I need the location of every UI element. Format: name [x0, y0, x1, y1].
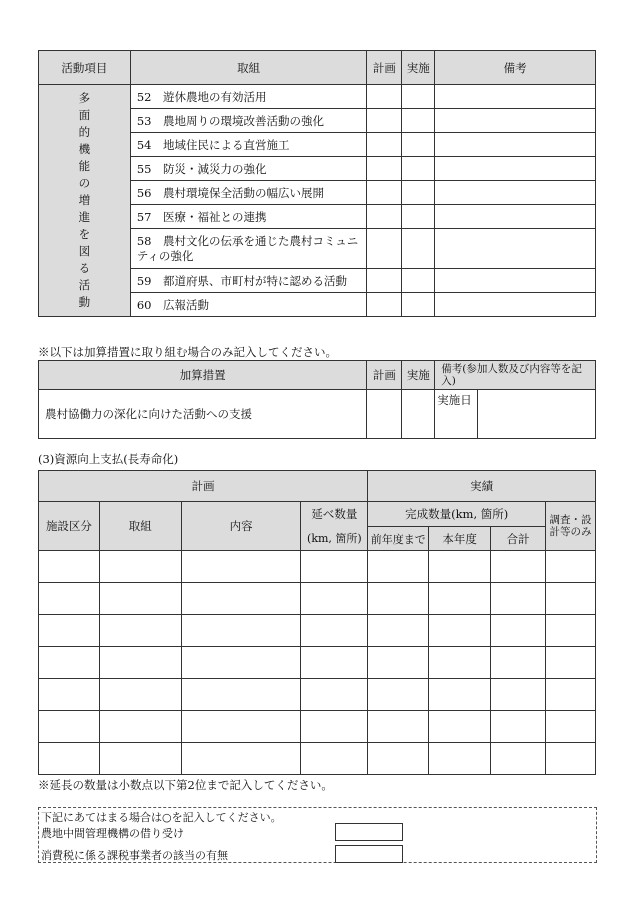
resource-cell[interactable] [39, 711, 100, 743]
resource-cell[interactable] [429, 743, 491, 775]
header-plan-group: 計画 [39, 471, 368, 502]
resource-cell[interactable] [491, 679, 546, 711]
header-effort: 取組 [130, 51, 367, 85]
done-cell[interactable] [402, 109, 435, 133]
resource-cell[interactable] [181, 679, 301, 711]
resource-cell[interactable] [545, 743, 595, 775]
resource-cell[interactable] [39, 583, 100, 615]
resource-cell[interactable] [181, 743, 301, 775]
done-cell[interactable] [402, 157, 435, 181]
category-char: 機 [78, 142, 91, 156]
resource-row [39, 615, 596, 647]
header-resource-effort: 取組 [99, 502, 181, 551]
category-char: 面 [78, 108, 91, 122]
resource-row [39, 647, 596, 679]
resource-cell[interactable] [368, 551, 429, 583]
addon-done-cell[interactable] [402, 390, 435, 439]
addon-plan-cell[interactable] [367, 390, 402, 439]
lease-input-box[interactable] [335, 823, 403, 841]
resource-cell[interactable] [39, 551, 100, 583]
resource-row [39, 743, 596, 775]
header-addon-measure: 加算措置 [39, 361, 367, 390]
plan-cell[interactable] [367, 133, 402, 157]
addon-note: ※以下は加算措置に取り組む場合のみ記入してください。 [38, 345, 337, 359]
resource-cell[interactable] [545, 583, 595, 615]
resource-cell[interactable] [301, 743, 368, 775]
done-cell[interactable] [402, 205, 435, 229]
resource-cell[interactable] [491, 583, 546, 615]
category-char: 増 [78, 193, 91, 207]
resource-cell[interactable] [301, 679, 368, 711]
category-char: 進 [78, 210, 91, 224]
plan-cell[interactable] [367, 85, 402, 109]
resource-cell[interactable] [368, 647, 429, 679]
activity-label: 59 都道府県、市町村が特に認める活動 [130, 269, 367, 293]
header-content: 内容 [181, 502, 301, 551]
resource-cell[interactable] [491, 743, 546, 775]
category-char: 活 [78, 278, 91, 292]
activity-label: 52 遊休農地の有効活用 [130, 85, 367, 109]
plan-cell[interactable] [367, 181, 402, 205]
resource-cell[interactable] [99, 743, 181, 775]
header-plan: 計画 [367, 51, 402, 85]
footer-box [38, 807, 597, 863]
remarks-cell[interactable] [435, 205, 596, 229]
header-remarks: 備考 [435, 51, 596, 85]
resource-row [39, 711, 596, 743]
header-done: 実施 [402, 51, 435, 85]
header-result-group: 実績 [368, 471, 596, 502]
category-char: 的 [78, 125, 91, 139]
header-prev-year: 前年度まで [368, 527, 429, 551]
category-char: 多 [78, 91, 91, 105]
remarks-cell[interactable] [435, 293, 596, 317]
header-this-year: 本年度 [429, 527, 491, 551]
resource-cell[interactable] [429, 647, 491, 679]
addon-table [38, 360, 596, 439]
header-activity-item: 活動項目 [39, 51, 131, 85]
activity-label: 54 地域住民による直営施工 [130, 133, 367, 157]
resource-cell[interactable] [99, 615, 181, 647]
remarks-cell[interactable] [435, 133, 596, 157]
resource-cell[interactable] [301, 647, 368, 679]
remarks-cell[interactable] [435, 181, 596, 205]
remarks-cell[interactable] [435, 229, 596, 269]
header-addon-plan: 計画 [367, 361, 402, 390]
resource-cell[interactable] [429, 615, 491, 647]
header-length: 延べ数量 [301, 502, 368, 527]
resource-cell[interactable] [39, 615, 100, 647]
header-total: 合計 [491, 527, 546, 551]
resource-cell[interactable] [39, 679, 100, 711]
resource-cell[interactable] [429, 679, 491, 711]
resource-cell[interactable] [491, 615, 546, 647]
plan-cell[interactable] [367, 109, 402, 133]
done-cell[interactable] [402, 133, 435, 157]
category-char: 能 [78, 159, 91, 173]
resource-cell[interactable] [545, 615, 595, 647]
activity-label: 60 広報活動 [130, 293, 367, 317]
resource-cell[interactable] [301, 583, 368, 615]
done-cell[interactable] [402, 181, 435, 205]
tax-input-box[interactable] [335, 845, 403, 863]
resource-cell[interactable] [429, 551, 491, 583]
resource-cell[interactable] [491, 647, 546, 679]
header-survey: 調査・設計等のみ [545, 502, 595, 551]
resource-cell[interactable] [545, 679, 595, 711]
activity-label: 57 医療・福祉との連携 [130, 205, 367, 229]
addon-row-label: 農村協働力の深化に向けた活動への支援 [39, 390, 367, 439]
resource-cell[interactable] [99, 679, 181, 711]
category-char: を [78, 227, 91, 241]
remarks-cell[interactable] [435, 85, 596, 109]
resource-cell[interactable] [368, 711, 429, 743]
resource-cell[interactable] [429, 711, 491, 743]
addon-date-label: 実施日 [435, 390, 478, 439]
plan-cell[interactable] [367, 157, 402, 181]
remarks-cell[interactable] [435, 157, 596, 181]
remarks-cell[interactable] [435, 269, 596, 293]
done-cell[interactable] [402, 269, 435, 293]
resource-cell[interactable] [368, 615, 429, 647]
footer-instruction: 下記にあてはまる場合は○を記入してください。 [41, 811, 282, 824]
plan-cell[interactable] [367, 229, 402, 269]
header-facility: 施設区分 [39, 502, 100, 551]
activity-label: 56 農村環境保全活動の幅広い展開 [130, 181, 367, 205]
resource-cell[interactable] [181, 615, 301, 647]
resource-cell[interactable] [301, 615, 368, 647]
remarks-cell[interactable] [435, 109, 596, 133]
resource-cell[interactable] [491, 711, 546, 743]
resource-cell[interactable] [99, 583, 181, 615]
done-cell[interactable] [402, 85, 435, 109]
plan-cell[interactable] [367, 205, 402, 229]
activity-label: 53 農地周りの環境改善活動の強化 [130, 109, 367, 133]
resource-row [39, 583, 596, 615]
resource-cell[interactable] [181, 583, 301, 615]
activities-table [38, 50, 596, 317]
resource-table [38, 470, 596, 775]
resource-cell[interactable] [39, 743, 100, 775]
activity-label: 58 農村文化の伝承を通じた農村コミュニティの強化 [130, 229, 367, 269]
done-cell[interactable] [402, 293, 435, 317]
resource-cell[interactable] [368, 743, 429, 775]
category-char: の [78, 176, 91, 190]
resource-cell[interactable] [39, 647, 100, 679]
resource-cell[interactable] [545, 551, 595, 583]
resource-cell[interactable] [99, 551, 181, 583]
resource-cell[interactable] [181, 647, 301, 679]
plan-cell[interactable] [367, 293, 402, 317]
done-cell[interactable] [402, 229, 435, 269]
resource-cell[interactable] [301, 711, 368, 743]
footer-item-lease: 農地中間管理機構の借り受け [41, 827, 184, 840]
header-addon-done: 実施 [402, 361, 435, 390]
resource-cell[interactable] [545, 711, 595, 743]
resource-row [39, 551, 596, 583]
category-char: る [78, 261, 91, 275]
category-cell [39, 85, 131, 317]
resource-cell[interactable] [429, 583, 491, 615]
header-length-unit: (km, 箇所) [301, 527, 368, 551]
resource-cell[interactable] [368, 583, 429, 615]
category-char: 図 [78, 244, 91, 258]
addon-date-cell[interactable] [478, 390, 596, 439]
header-completed: 完成数量(km, 箇所) [368, 502, 546, 527]
category-char: 動 [78, 295, 91, 309]
header-addon-remarks: 備考(参加人数及び内容等を記入) [435, 361, 596, 390]
resource-cell[interactable] [368, 679, 429, 711]
activity-label: 55 防災・減災力の強化 [130, 157, 367, 181]
resource-cell[interactable] [181, 551, 301, 583]
resource-cell[interactable] [301, 551, 368, 583]
plan-cell[interactable] [367, 269, 402, 293]
resource-title: (3)資源向上支払(長寿命化) [38, 452, 179, 466]
resource-cell[interactable] [99, 711, 181, 743]
resource-cell[interactable] [545, 647, 595, 679]
resource-cell[interactable] [181, 711, 301, 743]
resource-cell[interactable] [99, 647, 181, 679]
length-note: ※延長の数量は小数点以下第2位まで記入してください。 [38, 778, 333, 792]
resource-cell[interactable] [491, 551, 546, 583]
footer-item-tax: 消費税に係る課税事業者の該当の有無 [41, 849, 228, 862]
activity-row [39, 85, 596, 109]
resource-row [39, 679, 596, 711]
